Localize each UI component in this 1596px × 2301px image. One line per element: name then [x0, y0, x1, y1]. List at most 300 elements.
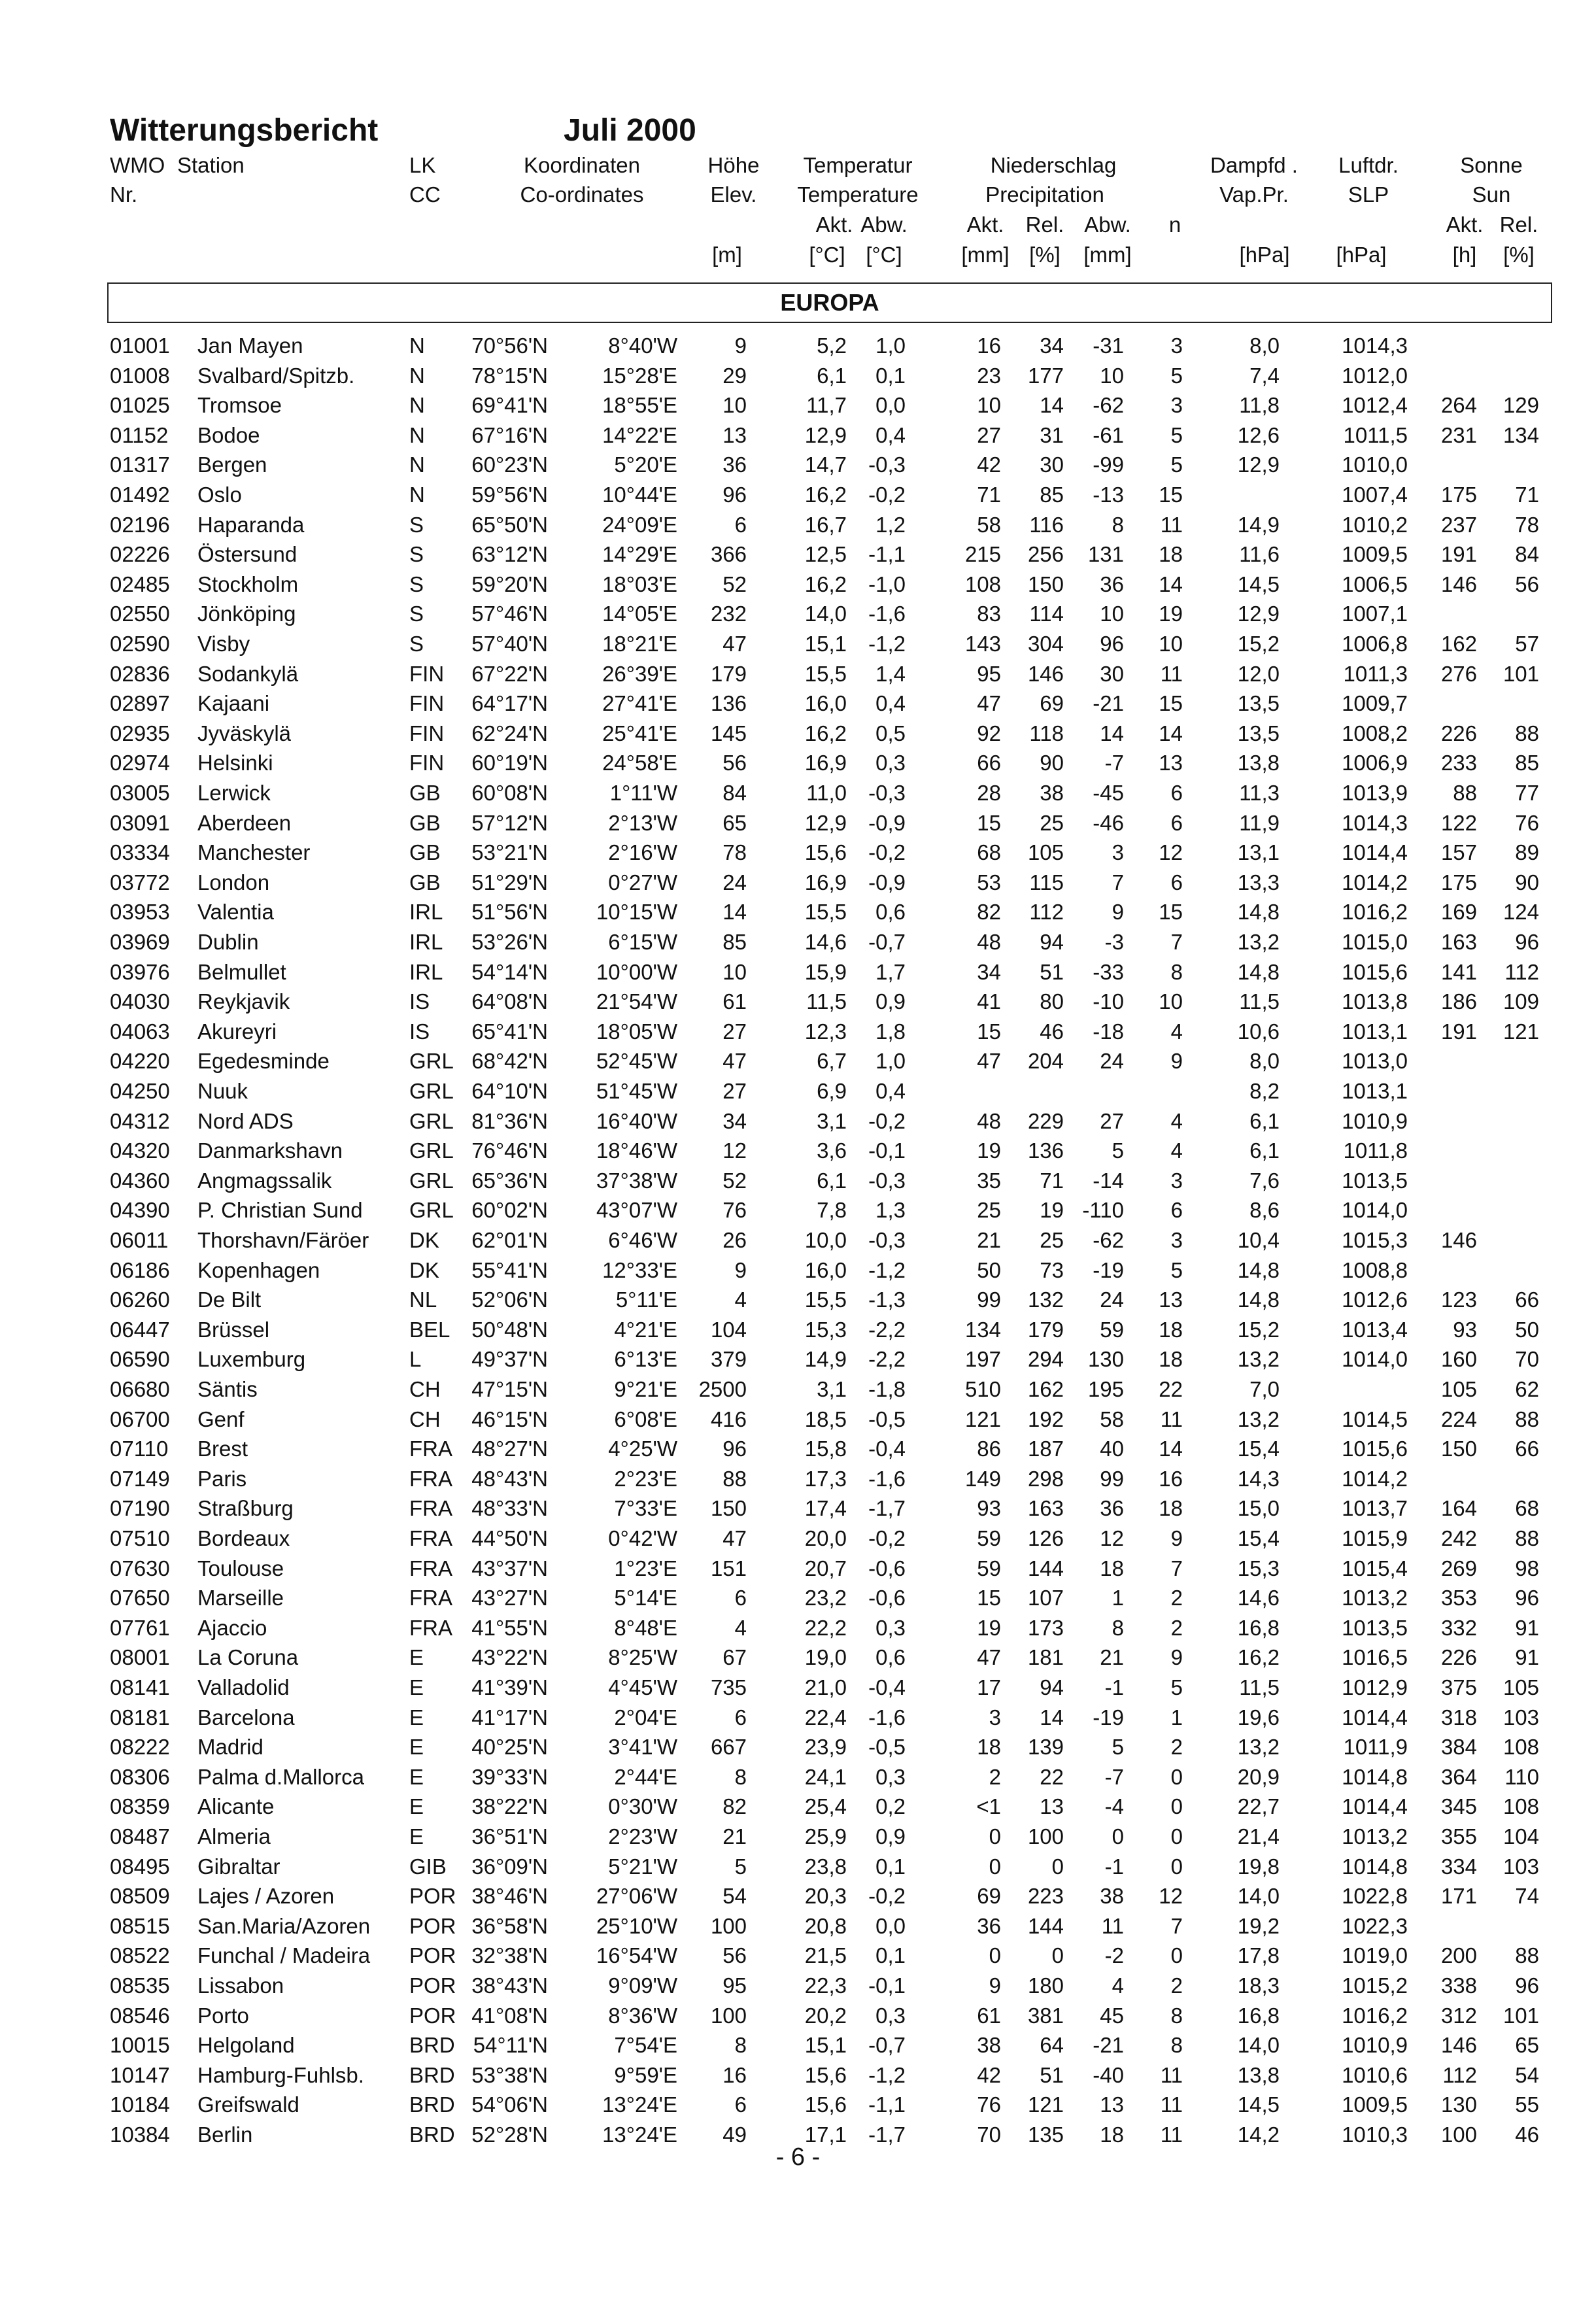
cell-precip-akt: 34 [977, 959, 1001, 984]
cell-sea-level-pressure: 1006,9 [1342, 751, 1408, 776]
cell-sun-akt: 130 [1440, 2092, 1477, 2117]
cell-longitude: 0°27'W [608, 870, 677, 895]
cell-wmo-nr: 10384 [110, 2122, 170, 2147]
cell-precip-abw: 5 [1112, 1735, 1124, 1760]
cell-latitude: 48°27'N [471, 1437, 548, 1461]
cell-vapour-pressure: 19,8 [1237, 1854, 1280, 1879]
cell-station-name: Valentia [197, 900, 274, 925]
cell-sea-level-pressure: 1015,6 [1342, 959, 1408, 984]
table-row [0, 1705, 1596, 1735]
cell-precip-abw: 4 [1112, 1973, 1124, 1998]
hdr-coords: Koordinaten [524, 153, 640, 177]
cell-elevation: 16 [722, 2062, 747, 2087]
cell-temp-akt: 24,1 [804, 1764, 847, 1789]
cell-precip-akt: 93 [977, 1496, 1001, 1521]
cell-temp-akt: 16,9 [804, 751, 847, 776]
cell-temp-abw: -1,7 [868, 1496, 906, 1521]
cell-temp-akt: 15,1 [804, 2033, 847, 2058]
cell-elevation: 151 [710, 1556, 747, 1580]
cell-longitude: 26°39'E [602, 661, 677, 686]
cell-wmo-nr: 02836 [110, 661, 170, 686]
cell-latitude: 53°21'N [471, 840, 548, 865]
cell-precip-akt: 47 [977, 691, 1001, 716]
table-row [0, 1943, 1596, 1973]
cell-sun-akt: 88 [1453, 781, 1477, 805]
cell-precip-abw: 27 [1100, 1108, 1124, 1133]
cell-latitude: 59°56'N [471, 483, 548, 507]
cell-precip-days: 3 [1170, 393, 1183, 418]
cell-temp-akt: 12,5 [804, 542, 847, 567]
cell-precip-akt: 36 [977, 1913, 1001, 1938]
cell-latitude: 60°02'N [471, 1198, 548, 1223]
cell-precip-abw: -21 [1093, 2033, 1124, 2058]
cell-sun-rel: 68 [1515, 1496, 1539, 1521]
cell-precip-abw: 7 [1112, 870, 1124, 895]
cell-wmo-nr: 07510 [110, 1526, 170, 1550]
cell-longitude: 9°09'W [608, 1973, 677, 1998]
cell-precip-akt: 0 [989, 1824, 1001, 1849]
cell-temp-akt: 15,8 [804, 1437, 847, 1461]
cell-precip-days: 4 [1170, 1019, 1183, 1044]
cell-country-code: FRA [409, 1526, 452, 1550]
cell-country-code: FRA [409, 1556, 452, 1580]
cell-sun-rel: 78 [1515, 512, 1539, 537]
cell-latitude: 81°36'N [471, 1108, 548, 1133]
cell-wmo-nr: 01025 [110, 393, 170, 418]
cell-precip-rel: 163 [1027, 1496, 1064, 1521]
cell-vapour-pressure: 8,0 [1249, 1049, 1280, 1074]
cell-precip-days: 7 [1170, 1913, 1183, 1938]
cell-longitude: 0°42'W [608, 1526, 677, 1550]
cell-precip-akt: 86 [977, 1437, 1001, 1461]
cell-precip-days: 1 [1170, 1705, 1183, 1730]
cell-wmo-nr: 02485 [110, 571, 170, 596]
cell-station-name: Greifswald [197, 2092, 299, 2117]
cell-sea-level-pressure: 1014,5 [1342, 1406, 1408, 1431]
cell-sun-rel: 88 [1515, 1406, 1539, 1431]
cell-wmo-nr: 06011 [110, 1228, 169, 1252]
cell-longitude: 8°40'W [608, 333, 677, 358]
cell-station-name: Stockholm [197, 571, 299, 596]
cell-temp-akt: 25,9 [804, 1824, 847, 1849]
cell-wmo-nr: 08141 [110, 1675, 170, 1699]
cell-latitude: 44°50'N [471, 1526, 548, 1550]
cell-elevation: 5 [734, 1854, 747, 1879]
cell-precip-rel: 14 [1040, 1705, 1064, 1730]
cell-sun-rel: 46 [1515, 2122, 1539, 2147]
cell-longitude: 10°15'W [596, 900, 677, 925]
cell-latitude: 38°22'N [471, 1794, 548, 1819]
cell-temp-abw: -0,9 [868, 810, 906, 835]
cell-elevation: 8 [734, 2033, 747, 2058]
cell-longitude: 7°33'E [614, 1496, 677, 1521]
cell-latitude: 60°08'N [471, 781, 548, 805]
cell-precip-rel: 34 [1040, 333, 1064, 358]
cell-precip-days: 10 [1159, 989, 1183, 1014]
hdr-temperature: Temperature [797, 182, 919, 207]
table-row [0, 572, 1596, 602]
cell-precip-akt: 28 [977, 781, 1001, 805]
cell-elevation: 100 [710, 2003, 747, 2028]
cell-vapour-pressure: 14,8 [1237, 900, 1280, 925]
table-row [0, 1287, 1596, 1318]
table-row [0, 632, 1596, 662]
cell-precip-days: 18 [1159, 1496, 1183, 1521]
table-row [0, 364, 1596, 394]
cell-latitude: 41°39'N [471, 1675, 548, 1699]
cell-precip-abw: -10 [1093, 989, 1124, 1014]
cell-latitude: 51°56'N [471, 900, 548, 925]
cell-sun-akt: 105 [1440, 1377, 1477, 1401]
cell-precip-akt: 99 [977, 1287, 1001, 1312]
cell-sun-akt: 122 [1440, 810, 1477, 835]
cell-wmo-nr: 03005 [110, 781, 170, 805]
cell-precip-abw: -21 [1093, 691, 1124, 716]
cell-sea-level-pressure: 1010,3 [1342, 2122, 1408, 2147]
cell-country-code: DK [409, 1228, 439, 1252]
cell-station-name: Almeria [197, 1824, 271, 1849]
cell-longitude: 14°05'E [602, 602, 677, 626]
cell-elevation: 10 [722, 393, 747, 418]
table-row [0, 1765, 1596, 1795]
cell-sun-rel: 74 [1515, 1884, 1539, 1909]
cell-temp-akt: 7,8 [817, 1198, 847, 1223]
cell-wmo-nr: 06680 [110, 1377, 170, 1401]
cell-longitude: 8°25'W [608, 1645, 677, 1670]
cell-temp-abw: 0,9 [875, 1824, 906, 1849]
cell-station-name: Paris [197, 1466, 247, 1491]
cell-sun-rel: 76 [1515, 810, 1539, 835]
cell-wmo-nr: 03953 [110, 900, 170, 925]
cell-temp-abw: -1,2 [868, 2062, 906, 2087]
table-row [0, 989, 1596, 1019]
cell-longitude: 6°08'E [614, 1406, 677, 1431]
cell-latitude: 46°15'N [471, 1406, 548, 1431]
cell-precip-rel: 100 [1027, 1824, 1064, 1849]
cell-sun-akt: 242 [1440, 1526, 1477, 1550]
cell-sun-akt: 123 [1440, 1287, 1477, 1312]
cell-sea-level-pressure: 1010,9 [1342, 1108, 1408, 1133]
cell-sea-level-pressure: 1007,1 [1342, 602, 1408, 626]
cell-elevation: 88 [722, 1466, 747, 1491]
cell-vapour-pressure: 17,8 [1237, 1943, 1280, 1968]
cell-precip-akt: 197 [964, 1347, 1001, 1372]
cell-elevation: 26 [722, 1228, 747, 1252]
table-row [0, 691, 1596, 721]
cell-temp-akt: 20,7 [804, 1556, 847, 1580]
table-row [0, 483, 1596, 513]
cell-precip-akt: 121 [964, 1406, 1001, 1431]
hdr-vap: Dampfd . [1210, 153, 1298, 177]
cell-precip-days: 7 [1170, 1556, 1183, 1580]
cell-precip-akt: 27 [977, 422, 1001, 447]
cell-sea-level-pressure: 1014,0 [1342, 1347, 1408, 1372]
cell-country-code: E [409, 1645, 424, 1670]
cell-vapour-pressure: 21,4 [1237, 1824, 1280, 1849]
cell-precip-akt: 9 [989, 1973, 1001, 1998]
cell-temp-akt: 25,4 [804, 1794, 847, 1819]
cell-precip-abw: -33 [1093, 959, 1124, 984]
cell-precip-akt: 53 [977, 870, 1001, 895]
cell-precip-days: 11 [1160, 512, 1183, 537]
cell-sun-rel: 90 [1515, 870, 1539, 895]
cell-sea-level-pressure: 1010,6 [1342, 2062, 1408, 2087]
cell-precip-abw: -61 [1093, 422, 1124, 447]
cell-sun-akt: 112 [1442, 2062, 1477, 2087]
cell-latitude: 64°17'N [471, 691, 548, 716]
cell-vapour-pressure: 13,2 [1237, 1735, 1280, 1760]
cell-temp-abw: 1,8 [875, 1019, 906, 1044]
cell-elevation: 76 [722, 1198, 747, 1223]
table-row [0, 870, 1596, 900]
cell-precip-rel: 179 [1027, 1317, 1064, 1342]
cell-country-code: GB [409, 781, 441, 805]
cell-vapour-pressure: 14,0 [1237, 2033, 1280, 2058]
cell-sun-akt: 332 [1440, 1615, 1477, 1640]
cell-temp-akt: 16,0 [804, 1257, 847, 1282]
cell-country-code: CH [409, 1406, 441, 1431]
cell-country-code: POR [409, 1943, 456, 1968]
cell-sun-rel: 98 [1515, 1556, 1539, 1580]
table-row [0, 542, 1596, 572]
cell-precip-days: 8 [1170, 2003, 1183, 2028]
cell-precip-rel: 223 [1027, 1884, 1064, 1909]
unit-temp-akt: [°C] [809, 243, 845, 267]
cell-latitude: 50°48'N [471, 1317, 548, 1342]
cell-sun-akt: 191 [1440, 1019, 1477, 1044]
cell-station-name: Barcelona [197, 1705, 295, 1730]
cell-temp-abw: -1,6 [868, 602, 906, 626]
cell-station-name: Toulouse [197, 1556, 284, 1580]
cell-temp-abw: -0,2 [868, 1526, 906, 1550]
cell-precip-akt: 82 [977, 900, 1001, 925]
cell-temp-akt: 14,0 [804, 602, 847, 626]
table-row [0, 1526, 1596, 1556]
cell-precip-rel: 73 [1040, 1257, 1064, 1282]
cell-temp-abw: -1,6 [868, 1705, 906, 1730]
cell-temp-akt: 16,0 [804, 691, 847, 716]
cell-sea-level-pressure: 1015,6 [1342, 1437, 1408, 1461]
cell-latitude: 36°51'N [471, 1824, 548, 1849]
cell-precip-akt: 0 [989, 1854, 1001, 1879]
table-row [0, 1168, 1596, 1199]
cell-precip-days: 18 [1159, 1317, 1183, 1342]
cell-temp-akt: 16,2 [804, 721, 847, 745]
cell-country-code: S [409, 602, 424, 626]
cell-precip-abw: -3 [1104, 930, 1124, 954]
table-row [0, 1735, 1596, 1765]
cell-latitude: 76°46'N [471, 1138, 548, 1163]
cell-sea-level-pressure: 1007,4 [1342, 483, 1408, 507]
cell-elevation: 10 [722, 959, 747, 984]
cell-precip-rel: 51 [1040, 959, 1064, 984]
cell-longitude: 9°21'E [614, 1377, 677, 1401]
cell-elevation: 2500 [698, 1377, 747, 1401]
cell-latitude: 43°27'N [471, 1586, 548, 1611]
cell-latitude: 48°33'N [471, 1496, 548, 1521]
cell-temp-akt: 21,5 [804, 1943, 847, 1968]
cell-precip-days: 5 [1170, 452, 1183, 477]
cell-precip-akt: 42 [977, 2062, 1001, 2087]
cell-sea-level-pressure: 1013,0 [1342, 1049, 1408, 1074]
cell-sun-rel: 96 [1515, 1586, 1539, 1611]
cell-country-code: BEL [409, 1317, 450, 1342]
cell-longitude: 5°20'E [614, 452, 677, 477]
cell-precip-abw: -110 [1082, 1198, 1124, 1223]
cell-elevation: 82 [722, 1794, 747, 1819]
cell-longitude: 2°23'W [608, 1824, 677, 1849]
cell-station-name: Sodankylä [197, 661, 299, 686]
cell-vapour-pressure: 14,2 [1237, 2122, 1280, 2147]
cell-precip-rel: 94 [1040, 930, 1064, 954]
table-row [0, 781, 1596, 811]
table-row [0, 1049, 1596, 1079]
cell-sun-rel: 88 [1515, 721, 1539, 745]
cell-precip-rel: 51 [1040, 2062, 1064, 2087]
cell-sun-akt: 384 [1440, 1735, 1477, 1760]
cell-sun-rel: 112 [1504, 959, 1539, 984]
cell-precip-akt: 59 [977, 1526, 1001, 1550]
hdr-hoehe: Höhe [707, 153, 760, 177]
cell-precip-abw: 10 [1100, 602, 1124, 626]
cell-temp-abw: 0,4 [875, 1079, 906, 1103]
cell-precip-abw: -99 [1093, 452, 1124, 477]
cell-temp-abw: 0,3 [875, 2003, 906, 2028]
cell-station-name: Marseille [197, 1586, 284, 1611]
cell-vapour-pressure: 13,3 [1237, 870, 1280, 895]
table-row [0, 1973, 1596, 2003]
cell-temp-abw: -0,2 [868, 1884, 906, 1909]
cell-precip-akt: 15 [977, 1019, 1001, 1044]
cell-wmo-nr: 03976 [110, 959, 170, 984]
cell-precip-days: 13 [1159, 751, 1183, 776]
cell-precip-days: 13 [1159, 1287, 1183, 1312]
cell-precip-akt: 3 [989, 1705, 1001, 1730]
cell-vapour-pressure: 12,9 [1237, 602, 1280, 626]
cell-precip-rel: 80 [1040, 989, 1064, 1014]
cell-sea-level-pressure: 1014,2 [1342, 1466, 1408, 1491]
cell-precip-rel: 187 [1027, 1437, 1064, 1461]
cell-country-code: E [409, 1824, 424, 1849]
cell-temp-abw: 1,7 [875, 959, 906, 984]
cell-vapour-pressure: 14,5 [1237, 2092, 1280, 2117]
cell-precip-rel: 0 [1051, 1943, 1064, 1968]
cell-country-code: IS [409, 989, 430, 1014]
cell-temp-abw: -1,2 [868, 632, 906, 656]
cell-precip-days: 8 [1170, 959, 1183, 984]
cell-sun-akt: 264 [1440, 393, 1477, 418]
cell-vapour-pressure: 6,1 [1249, 1108, 1280, 1133]
cell-precip-rel: 204 [1027, 1049, 1064, 1074]
hdr-wmo: WMO [110, 153, 165, 177]
cell-sea-level-pressure: 1013,1 [1342, 1019, 1408, 1044]
cell-wmo-nr: 04320 [110, 1138, 170, 1163]
cell-latitude: 69°41'N [471, 393, 548, 418]
cell-temp-akt: 17,3 [804, 1466, 847, 1491]
cell-precip-days: 0 [1170, 1764, 1183, 1789]
cell-precip-abw: -19 [1093, 1705, 1124, 1730]
cell-temp-akt: 6,7 [817, 1049, 847, 1074]
cell-wmo-nr: 01152 [110, 422, 169, 447]
cell-precip-abw: -4 [1104, 1794, 1124, 1819]
cell-longitude: 2°44'E [614, 1764, 677, 1789]
cell-precip-days: 0 [1170, 1943, 1183, 1968]
cell-precip-days: 0 [1170, 1794, 1183, 1819]
cell-latitude: 65°36'N [471, 1168, 548, 1193]
cell-temp-abw: 1,4 [875, 661, 906, 686]
cell-wmo-nr: 02226 [110, 542, 170, 567]
cell-precip-akt: 15 [977, 1586, 1001, 1611]
cell-sea-level-pressure: 1011,5 [1343, 422, 1408, 447]
cell-vapour-pressure: 16,8 [1237, 2003, 1280, 2028]
cell-precip-rel: 25 [1040, 1228, 1064, 1252]
cell-vapour-pressure: 13,8 [1237, 2062, 1280, 2087]
cell-sun-akt: 146 [1440, 571, 1477, 596]
unit-sun-akt: [h] [1452, 243, 1477, 267]
cell-temp-abw: -1,1 [868, 2092, 906, 2117]
hdr-temp-akt: Akt. [815, 213, 853, 237]
cell-vapour-pressure: 11,5 [1239, 1675, 1280, 1699]
cell-precip-rel: 177 [1027, 363, 1064, 388]
cell-precip-days: 0 [1170, 1824, 1183, 1849]
hdr-coordinates: Co-ordinates [520, 182, 644, 207]
cell-precip-abw: 10 [1100, 363, 1124, 388]
cell-sea-level-pressure: 1012,4 [1342, 393, 1408, 418]
cell-precip-akt: 61 [977, 2003, 1001, 2028]
cell-precip-rel: 94 [1040, 1675, 1064, 1699]
hdr-sun-rel: Rel. [1499, 213, 1538, 237]
cell-wmo-nr: 04390 [110, 1198, 170, 1223]
cell-precip-rel: 150 [1027, 571, 1064, 596]
cell-vapour-pressure: 13,8 [1237, 751, 1280, 776]
cell-latitude: 51°29'N [471, 870, 548, 895]
cell-latitude: 53°26'N [471, 930, 548, 954]
cell-elevation: 12 [722, 1138, 747, 1163]
cell-precip-akt: 510 [964, 1377, 1001, 1401]
cell-elevation: 47 [722, 1526, 747, 1550]
cell-wmo-nr: 02974 [110, 751, 170, 776]
cell-temp-akt: 23,2 [804, 1586, 847, 1611]
cell-precip-akt: 42 [977, 452, 1001, 477]
report-month: Juli 2000 [564, 113, 696, 148]
cell-sun-akt: 345 [1440, 1794, 1477, 1819]
cell-country-code: POR [409, 1884, 456, 1909]
cell-sun-akt: 318 [1440, 1705, 1477, 1730]
cell-longitude: 5°14'E [614, 1586, 677, 1611]
cell-wmo-nr: 07761 [110, 1615, 170, 1640]
cell-temp-akt: 17,1 [804, 2122, 847, 2147]
cell-elevation: 4 [734, 1287, 747, 1312]
cell-temp-abw: -0,9 [868, 870, 906, 895]
cell-temp-abw: 0,3 [875, 751, 906, 776]
cell-latitude: 36°09'N [471, 1854, 548, 1879]
cell-sea-level-pressure: 1013,4 [1342, 1317, 1408, 1342]
cell-precip-abw: -19 [1093, 1257, 1124, 1282]
cell-station-name: Luxemburg [197, 1347, 306, 1372]
cell-precip-rel: 144 [1027, 1913, 1064, 1938]
cell-sun-rel: 71 [1515, 483, 1539, 507]
cell-sun-akt: 175 [1440, 483, 1477, 507]
cell-latitude: 57°12'N [471, 810, 548, 835]
cell-sun-rel: 105 [1503, 1675, 1539, 1699]
cell-station-name: Jönköping [197, 602, 296, 626]
cell-wmo-nr: 08487 [110, 1824, 170, 1849]
cell-sun-akt: 93 [1453, 1317, 1477, 1342]
cell-temp-akt: 6,1 [817, 1168, 847, 1193]
cell-station-name: Belmullet [197, 959, 286, 984]
page-number: - 6 - [775, 2143, 821, 2171]
cell-temp-abw: -1,1 [868, 542, 906, 567]
